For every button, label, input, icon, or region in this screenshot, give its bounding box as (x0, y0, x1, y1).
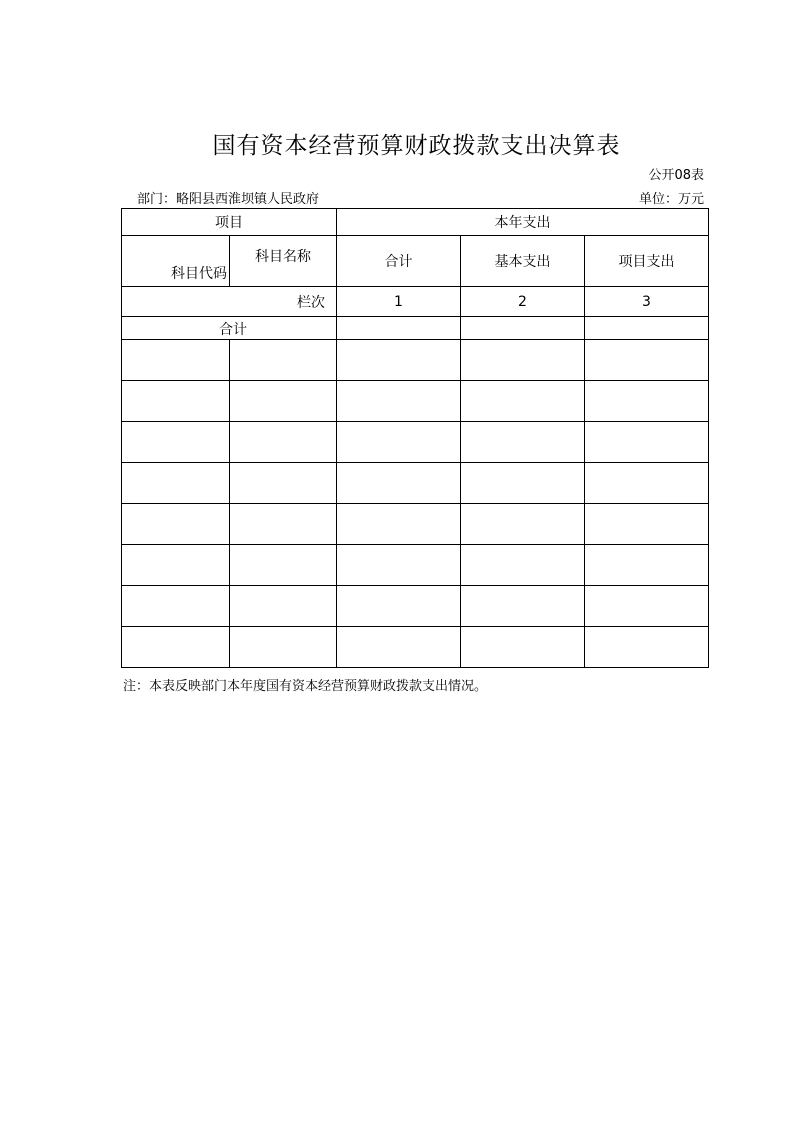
total-cell (585, 317, 709, 340)
table-cell (122, 463, 230, 504)
header-row-2 (122, 236, 709, 287)
table-row (122, 463, 709, 504)
table-cell (585, 504, 709, 545)
table-cell (461, 422, 585, 463)
expenditure-table (121, 208, 709, 668)
header-row-1 (122, 209, 709, 236)
table-cell (230, 422, 337, 463)
table-cell (337, 586, 461, 627)
table-cell (585, 381, 709, 422)
table-cell (337, 381, 461, 422)
column-index-row (122, 287, 709, 317)
table-cell (337, 422, 461, 463)
table-cell (585, 586, 709, 627)
table-row (122, 340, 709, 381)
table-cell (122, 340, 230, 381)
total-row-label: 合计 (122, 317, 337, 340)
table-cell (122, 381, 230, 422)
table-cell (230, 381, 337, 422)
table-cell (337, 463, 461, 504)
table-cell (461, 504, 585, 545)
unit-label: 单位：万元 (638, 192, 704, 207)
table-row (122, 586, 709, 627)
table-cell (230, 504, 337, 545)
header-basic: 基本支出 (461, 236, 585, 287)
total-cell (337, 317, 461, 340)
table-cell (585, 463, 709, 504)
total-cell (461, 317, 585, 340)
row-index-label: 栏次 (122, 287, 337, 317)
table-row (122, 545, 709, 586)
column-number-3: 3 (585, 287, 709, 317)
table-cell (585, 422, 709, 463)
header-project-expense: 项目支出 (585, 236, 709, 287)
table-cell (122, 545, 230, 586)
table-cell (230, 545, 337, 586)
total-row (122, 317, 709, 340)
table-cell (122, 627, 230, 668)
table-cell (230, 627, 337, 668)
table-cell (230, 340, 337, 381)
page-title: 国有资本经营预算财政拨款支出决算表 (212, 133, 621, 159)
form-number: 公开08表 (648, 168, 704, 183)
column-number-2: 2 (461, 287, 585, 317)
table-cell (461, 340, 585, 381)
table-row (122, 422, 709, 463)
header-current-year: 本年支出 (337, 209, 709, 236)
table-cell (585, 340, 709, 381)
table-cell (122, 586, 230, 627)
header-project: 项目 (122, 209, 337, 236)
table-cell (337, 545, 461, 586)
table-cell (230, 463, 337, 504)
table-cell (337, 340, 461, 381)
header-code: 科目代码 (122, 236, 230, 287)
department-label: 部门：略阳县西淮坝镇人民政府 (137, 192, 320, 207)
table-cell (461, 545, 585, 586)
table-cell (122, 422, 230, 463)
table-cell (337, 627, 461, 668)
table-cell (461, 381, 585, 422)
table-row (122, 381, 709, 422)
table-cell (337, 504, 461, 545)
footnote: 注：本表反映部门本年度国有资本经营预算财政拨款支出情况。 (123, 679, 488, 694)
table-cell (585, 627, 709, 668)
column-number-1: 1 (337, 287, 461, 317)
table-row (122, 504, 709, 545)
table-cell (461, 463, 585, 504)
table-cell (122, 504, 230, 545)
table-cell (461, 627, 585, 668)
table-row (122, 627, 709, 668)
table-cell (230, 586, 337, 627)
table-cell (461, 586, 585, 627)
header-total: 合计 (337, 236, 461, 287)
table-cell (585, 545, 709, 586)
header-name: 科目名称 (230, 236, 337, 287)
